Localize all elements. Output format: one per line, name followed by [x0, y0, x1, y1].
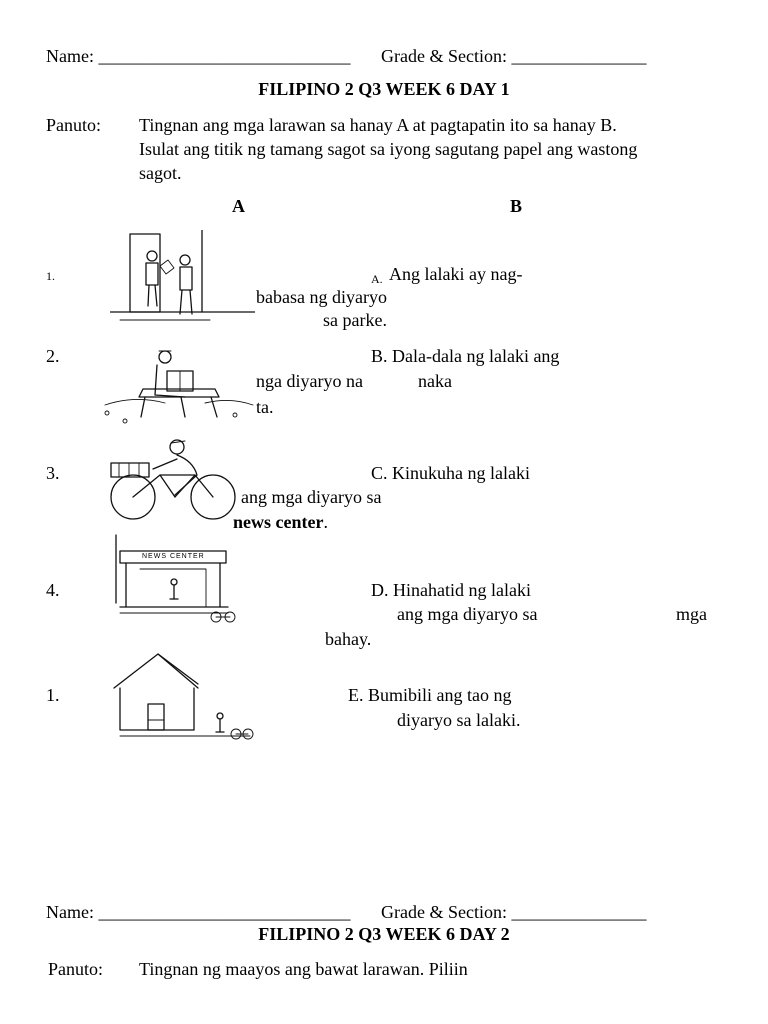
item-number: 2. — [46, 346, 60, 366]
item-number: 1. — [46, 269, 55, 283]
picture-news-center-building — [110, 533, 240, 628]
item-number: 4. — [46, 580, 60, 600]
name-field-label: Name: ____________________________ — [46, 46, 351, 66]
instructions-line-1: Tingnan ang mga larawan sa hanay A at pagtapatin ito sa hanay B. — [139, 115, 617, 135]
picture-house-with-bicycle — [100, 650, 255, 750]
news-center-sign: NEWS CENTER — [142, 553, 205, 560]
choice-c-line-1: C. Kinukuha ng lalaki — [371, 463, 530, 483]
choice-d-line-2a: ang mga diyaryo sa — [397, 604, 538, 624]
item-number: 3. — [46, 463, 60, 483]
choice-d-line-1: D. Hinahatid ng lalaki — [371, 580, 531, 600]
page-title-day-2: FILIPINO 2 Q3 WEEK 6 DAY 2 — [258, 924, 510, 944]
picture-man-reading-at-doorway — [110, 230, 255, 328]
instructions-line-3: sagot. — [139, 163, 182, 183]
instructions-label: Panuto: — [46, 115, 102, 135]
choice-e-line-2: diyaryo sa lalaki. — [397, 710, 521, 730]
name-field-label-day-2: Name: ____________________________ — [46, 902, 351, 922]
choice-a-line-2: babasa ng diyaryo — [256, 287, 387, 307]
choice-e-line-1: E. Bumibili ang tao ng — [348, 685, 512, 705]
instructions-label-day-2: Panuto: — [48, 959, 104, 979]
choice-a-line-3: sa parke. — [323, 310, 387, 330]
choice-b-line-2b: naka — [418, 371, 452, 391]
page-title: FILIPINO 2 Q3 WEEK 6 DAY 1 — [258, 79, 510, 99]
choice-c-news-center: news center — [233, 512, 324, 532]
column-b-header: B — [510, 196, 523, 216]
choice-d-line-2b: mga — [676, 604, 707, 624]
column-a-header: A — [232, 196, 245, 216]
grade-section-field-label-day-2: Grade & Section: _______________ — [381, 902, 647, 922]
instructions-line-1-day-2: Tingnan ng maayos ang bawat larawan. Piliin — [139, 959, 468, 979]
choice-a-letter: A. — [371, 272, 383, 286]
choice-b-line-2a: nga diyaryo na — [256, 371, 363, 391]
choice-d-line-3: bahay. — [325, 629, 372, 649]
item-number: 1. — [46, 685, 60, 705]
choice-c-period: . — [323, 512, 328, 532]
picture-man-reading-newspaper-on-bench — [95, 345, 255, 435]
grade-section-field-label: Grade & Section: _______________ — [381, 46, 647, 66]
instructions-line-2: Isulat ang titik ng tamang sagot sa iyong sagutang papel ang wastong — [139, 139, 638, 159]
choice-c-line-2: ang mga diyaryo sa — [241, 487, 382, 507]
choice-c-line-3 — [233, 511, 328, 533]
choice-b-line-3: ta. — [256, 397, 274, 417]
choice-b-line-1: B. Dala-dala ng lalaki ang — [371, 346, 560, 366]
choice-a-line-1: Ang lalaki ay nag- — [389, 264, 523, 284]
picture-man-riding-bicycle-with-basket — [105, 435, 240, 525]
